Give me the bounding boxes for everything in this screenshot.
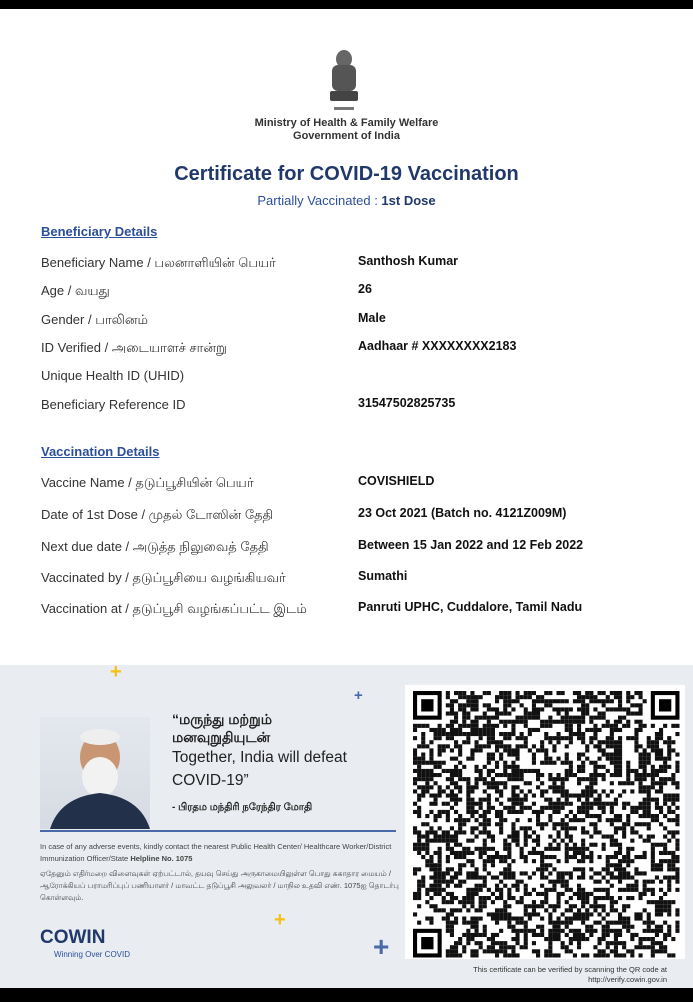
field-value: Aadhaar # XXXXXXXX2183	[358, 339, 517, 353]
verify-note	[473, 965, 667, 985]
divider	[40, 830, 396, 832]
field-label: Beneficiary Name / பலனாளியின் பெயர்	[41, 255, 276, 270]
quote-tamil-1: “மருந்து மற்றும்	[172, 711, 273, 727]
field-value: 31547502825735	[358, 396, 456, 410]
field-label: Beneficiary Reference ID	[41, 397, 186, 412]
field-value: Santhosh Kumar	[358, 254, 459, 268]
quote-english-1: Together, India will defeat	[172, 749, 347, 766]
status-prefix: Partially Vaccinated :	[257, 193, 382, 208]
national-emblem-icon	[322, 47, 366, 115]
dose-label: 1st Dose	[381, 193, 436, 208]
info-panel	[0, 661, 693, 988]
prime-minister-photo	[40, 717, 150, 829]
ministry-name: Ministry of Health & Family Welfare	[254, 117, 439, 129]
field-label: Vaccine Name / தடுப்பூசியின் பெயர்	[41, 475, 254, 490]
field-label: Age / வயது	[41, 283, 110, 298]
field-value: 26	[358, 282, 372, 296]
beneficiary-heading: Beneficiary Details	[41, 224, 158, 239]
verification-qr-code	[405, 685, 685, 959]
cowin-tagline: Winning Over COVID	[54, 950, 131, 959]
verify-line-1: This certificate can be verified by scanning the QR code at	[473, 965, 667, 974]
field-label: Date of 1st Dose / முதல் டோஸின் தேதி	[41, 507, 274, 522]
quote-attribution: - பிரதம மந்திரி நரேந்திர மோதி	[172, 802, 313, 813]
vaccination-heading: Vaccination Details	[41, 444, 160, 459]
adverse-events-notice	[40, 841, 400, 865]
field-value: Between 15 Jan 2022 and 12 Feb 2022	[358, 538, 584, 552]
certificate-sheet	[0, 9, 693, 988]
plus-decoration-icon: +	[274, 909, 286, 931]
field-label: Unique Health ID (UHID)	[41, 368, 185, 383]
cowin-logo: COWIN	[40, 927, 106, 948]
verify-url[interactable]: http://verify.cowin.gov.in	[588, 975, 667, 984]
government-name: Government of India	[293, 130, 400, 142]
plus-decoration-icon: +	[373, 931, 390, 962]
field-label: Vaccination at / தடுப்பூசி வழங்கப்பட்ட இடம்	[41, 601, 307, 616]
field-label: Vaccinated by / தடுப்பூசியை வழங்கியவர்	[41, 570, 286, 585]
certificate-title: Certificate for COVID-19 Vaccination	[174, 163, 519, 185]
field-value: Sumathi	[358, 569, 408, 583]
quote-english-2: COVID-19”	[172, 772, 249, 789]
notice-english: In case of any adverse events, kindly contact the nearest Public Health Center/ Healthcare Worker/District Immunization Officer/State	[40, 842, 392, 863]
field-label: ID Verified / அடையாளச் சான்று	[41, 340, 227, 355]
field-label: Next due date / அடுத்த நிலுவைத் தேதி	[41, 539, 269, 554]
adverse-events-notice-tamil: ஏதேனும் எதிர்மறை விளைவுகள் ஏற்பட்டால், தயவு செய்து அருகாமையிலுள்ள பொது சுகாதார மையம் / ஆரோக்கியப் பராமரிப்புப் பணியாளர் / மாவட்ட தடுப்பூசி அலுவலர் / மாநில உதவி எண். 1075ஐ தொடர்பு கொள்ளவும்.	[40, 869, 399, 902]
field-value: COVISHIELD	[358, 474, 435, 488]
field-value: Panruti UPHC, Cuddalore, Tamil Nadu	[358, 600, 583, 614]
field-label: Gender / பாலினம்	[41, 312, 148, 327]
quote-tamil-2: மனவுறுதியுடன்	[172, 729, 271, 745]
field-value: Male	[358, 311, 386, 325]
plus-decoration-icon: +	[354, 687, 363, 704]
field-value: 23 Oct 2021 (Batch no. 4121Z009M)	[358, 506, 567, 520]
helpline-number: Helpline No. 1075	[130, 854, 193, 863]
vaccination-status	[0, 193, 693, 208]
plus-decoration-icon: +	[110, 661, 122, 683]
